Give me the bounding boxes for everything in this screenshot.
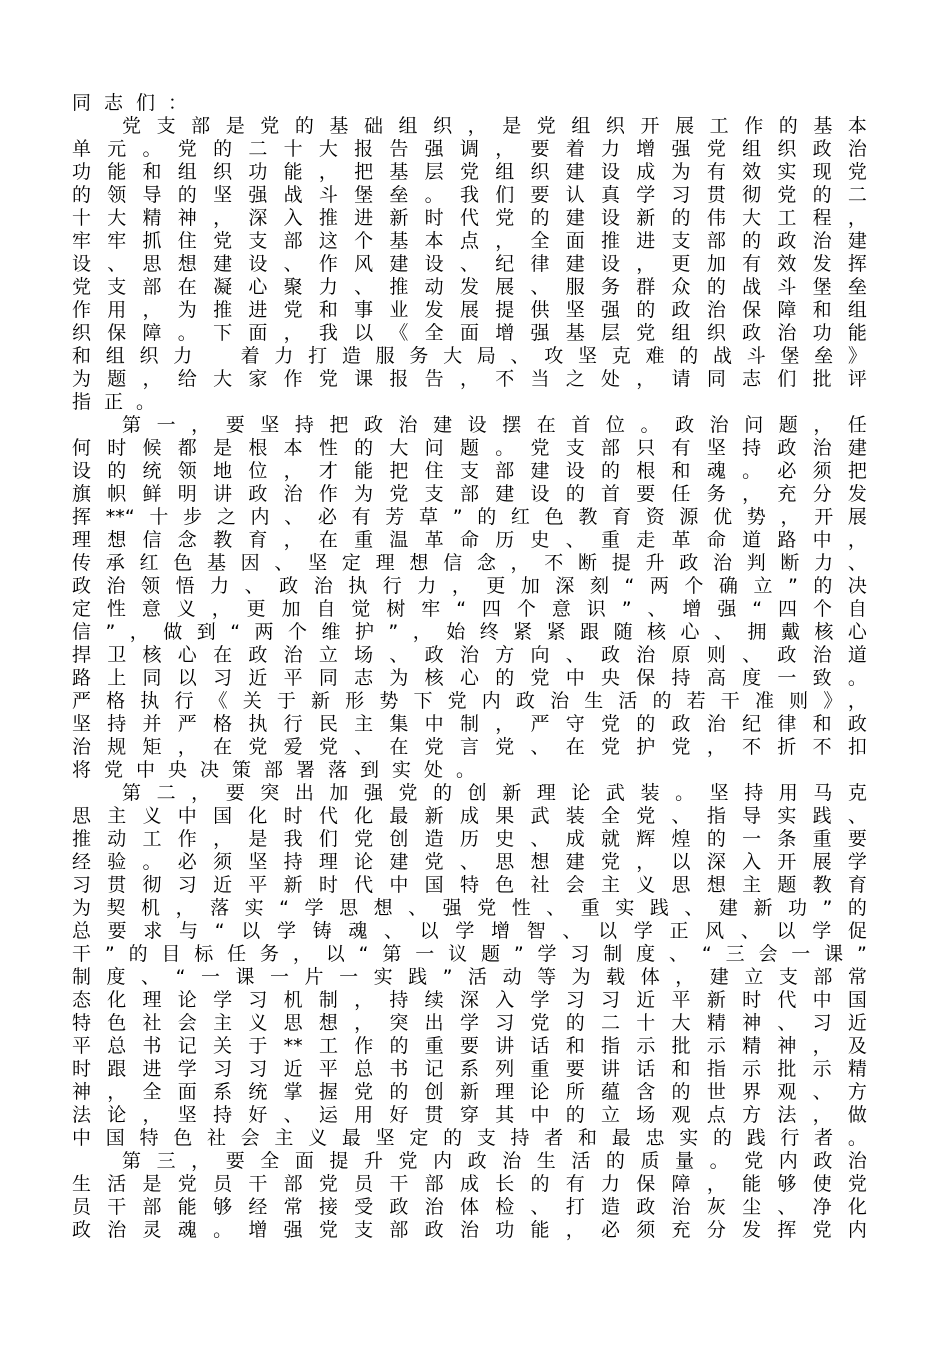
paragraph-first-line: 定性意义，更加自觉树牢“四个意识”、增强“四个自 [72,598,867,620]
paragraph-second-line: 平总书记关于**工作的重要讲话和指示批示精神，及 [72,1035,867,1057]
paragraph-first-line: 挥**“十步之内、必有芳草”的红色教育资源优势，开展 [72,506,867,528]
paragraph-first-line: 路上同以习近平同志为核心的党中央保持高度一致。 [72,667,867,689]
paragraph-first-line: 传承红色基因、坚定理想信念，不断提升政治判断力、 [72,552,867,574]
paragraph-third-line: 政治灵魂。增强党支部政治功能，必须充分发挥党内 [72,1219,867,1241]
paragraph-intro-line: 党支部在凝心聚力、推动发展、服务群众的战斗堡垒 [72,276,867,298]
paragraph-second-line: 经验。必须坚持理论建党、思想建党，以深入开展学 [72,851,867,873]
paragraph-intro-line: 织保障。下面，我以《全面增强基层党组织政治功能 [72,322,867,344]
paragraph-intro-line: 的领导的坚强战斗堡垒。我们要认真学习贯彻党的二 [72,184,867,206]
salutation-line: 同志们： [72,92,201,114]
paragraph-first-line: 信”，做到“两个维护”，始终紧紧跟随核心、拥戴核心 [72,621,867,643]
paragraph-second-line: 推动工作，是我们党创造历史、成就辉煌的一条重要 [72,828,867,850]
paragraph-second-line: 神，全面系统掌握党的创新理论所蕴含的世界观、方 [72,1081,867,1103]
paragraph-first-line: 第一，要坚持把政治建设摆在首位。政治问题，任 [122,414,867,436]
paragraph-intro-line: 单元。党的二十大报告强调，要着力增强党组织政治 [72,138,867,160]
paragraph-second-line: 思主义中国化时代化最新成果武装全党、指导实践、 [72,805,867,827]
paragraph-second-line: 总要求与“以学铸魂、以学增智、以学正风、以学促 [72,920,867,942]
paragraph-second-line: 第二，要突出加强党的创新理论武装。坚持用马克 [122,782,867,804]
paragraph-second-line: 中国特色社会主义最坚定的支持者和最忠实的践行者。 [72,1127,867,1149]
paragraph-first-line: 坚持并严格执行民主集中制，严守党的政治纪律和政 [72,713,867,735]
paragraph-first-line: 政治领悟力、政治执行力，更加深刻“两个确立”的决 [72,575,867,597]
paragraph-third-line: 生活是党员干部党员干部成长的有力保障，能够使党 [72,1173,867,1195]
paragraph-intro-line: 作用，为推进党和事业发展提供坚强的政治保障和组 [72,299,867,321]
paragraph-second-line: 制度、“一课一片一实践”活动等为载体，建立支部常 [72,966,867,988]
paragraph-first-line: 旗帜鲜明讲政治作为党支部建设的首要任务，充分发 [72,483,867,505]
paragraph-second-line: 法论，坚持好、运用好贯穿其中的立场观点方法，做 [72,1104,867,1126]
paragraph-second-line: 为契机，落实“学思想、强党性、重实践、建新功”的 [72,897,867,919]
paragraph-first-line: 严格执行《关于新形势下党内政治生活的若干准则》， [72,690,867,712]
paragraph-second-line: 习贯彻习近平新时代中国特色社会主义思想主题教育 [72,874,867,896]
paragraph-second-line: 时跟进学习习近平总书记系列重要讲话和指示批示精 [72,1058,867,1080]
paragraph-first-line: 理想信念教育，在重温革命历史、重走革命道路中， [72,529,867,551]
paragraph-first-line: 设的统领地位，才能把住支部建设的根和魂。必须把 [72,460,867,482]
paragraph-second-line: 干”的目标任务，以“第一议题”学习制度、“三会一课” [72,943,867,965]
paragraph-intro-line: 为题，给大家作党课报告，不当之处，请同志们批评 [72,368,867,390]
paragraph-intro-line: 牢牢抓住党支部这个基本点，全面推进支部的政治建 [72,230,867,252]
document-body [72,92,867,1242]
paragraph-intro-line: 和组织力 着力打造服务大局、攻坚克难的战斗堡垒》 [72,345,867,367]
paragraph-third-line: 第三，要全面提升党内政治生活的质量。党内政治 [122,1150,867,1172]
paragraph-intro-line: 功能和组织功能，把基层党组织建设成为有效实现党 [72,161,867,183]
paragraph-second-line: 特色社会主义思想，突出学习党的二十大精神、习近 [72,1012,867,1034]
paragraph-first-line: 治规矩，在党爱党、在党言党、在党护党，不折不扣 [72,736,867,758]
paragraph-second-line: 态化理论学习机制，持续深入学习习近平新时代中国 [72,989,867,1011]
paragraph-intro-line: 党支部是党的基础组织，是党组织开展工作的基本 [122,115,867,137]
paragraph-first-line: 捍卫核心在政治立场、政治方向、政治原则、政治道 [72,644,867,666]
paragraph-first-line: 何时候都是根本性的大问题。党支部只有坚持政治建 [72,437,867,459]
paragraph-intro-line: 十大精神，深入推进新时代党的建设新的伟大工程， [72,207,867,229]
paragraph-first-line: 将党中央决策部署落到实处。 [72,759,489,781]
paragraph-intro-line: 设、思想建设、作风建设、纪律建设，更加有效发挥 [72,253,867,275]
paragraph-third-line: 员干部能够经常接受政治体检、打造政治灰尘、净化 [72,1196,867,1218]
paragraph-intro-line: 指正。 [72,391,169,413]
